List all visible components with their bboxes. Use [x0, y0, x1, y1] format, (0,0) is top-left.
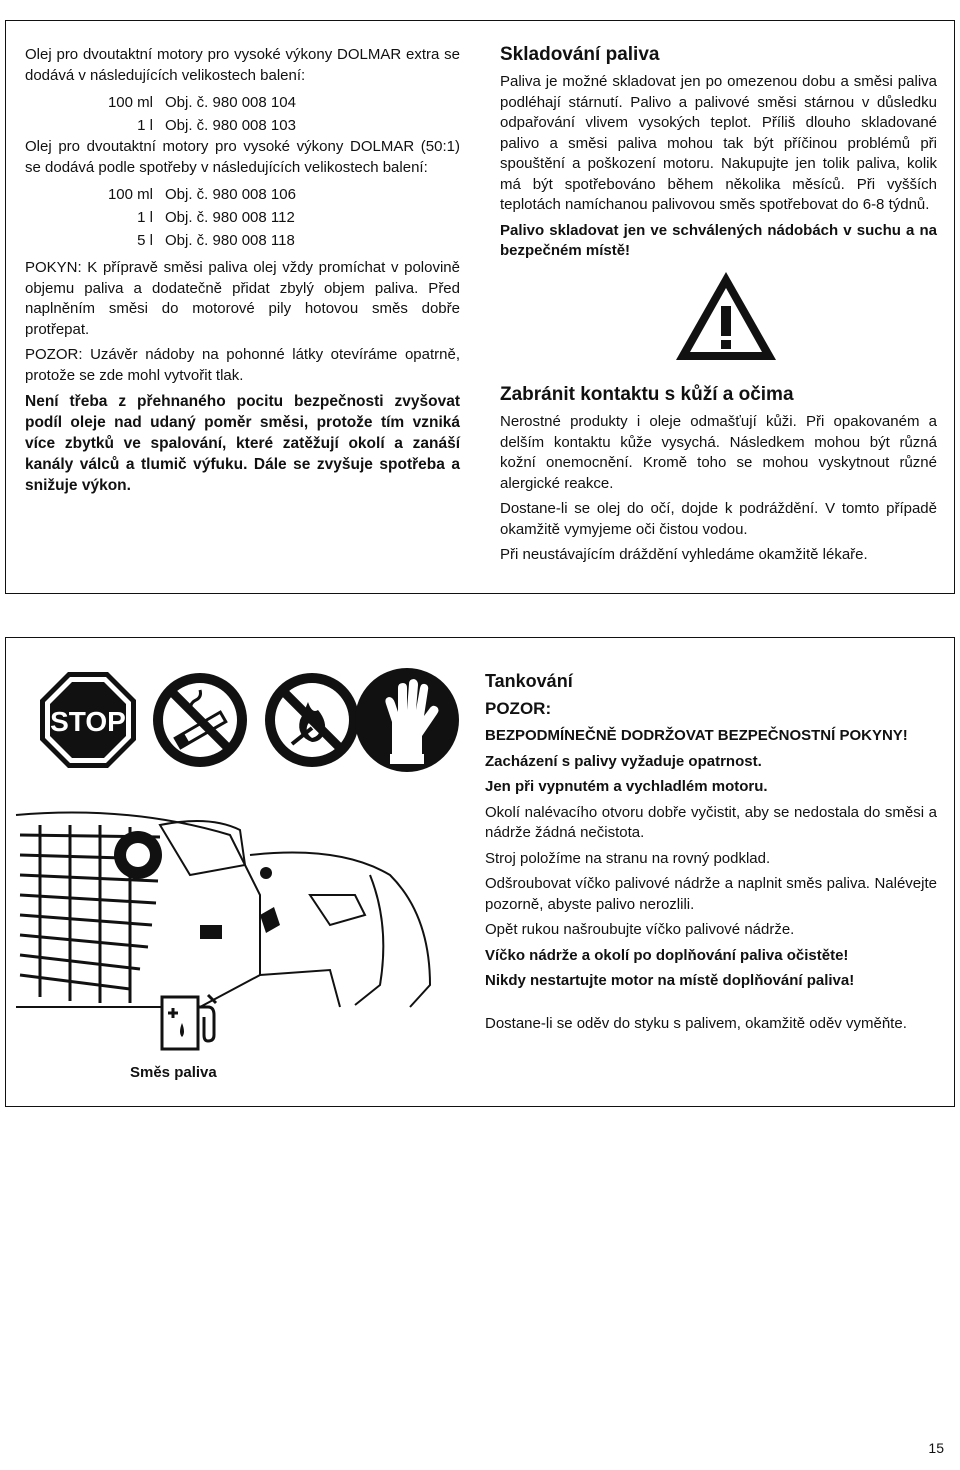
- caution-note: POZOR: Uzávěr nádoby na pohonné látky otevíráme opatrně, protože se zde mohl vytvořit tlak.: [25, 346, 460, 384]
- clean-cap-warning: Víčko nádrže a okolí po doplňování paliva očistěte!: [485, 946, 849, 964]
- skin-paragraph: Nerostné produkty i oleje odmašťují kůži. Při opakovaném a delším kontaktu kůže vysychá. Následkem mohou být různá kožní onemocnění. Kromě toho se mohou vyskytnout různé alergické reakce.: [500, 413, 937, 492]
- fuel-mix-icon: [158, 987, 220, 1053]
- order-row: 100 ml Obj. č. 980 008 106: [107, 186, 296, 203]
- clean-filler-paragraph: Okolí nalévacího otvoru dobře vyčistit, aby se nedostala do směsi a nádrže žádná nečistota.: [485, 803, 937, 841]
- stop-text: STOP: [50, 706, 126, 737]
- stop-sign-icon: [38, 670, 138, 770]
- order-row: 1 l Obj. č. 980 008 112: [137, 209, 295, 226]
- fuel-oil-column: [25, 45, 460, 501]
- oil-extra-paragraph: Olej pro dvoutaktní motory pro vysoké výkony DOLMAR extra se dodává v následujících velikostech balení:: [25, 46, 460, 84]
- fuel-care-note: Zacházení s palivy vyžaduje opatrnost.: [485, 752, 762, 770]
- page-number: 15: [928, 1440, 944, 1456]
- no-smoking-icon: [150, 670, 250, 770]
- skin-contact-title: Zabránit kontaktu s kůží a očima: [500, 384, 794, 405]
- oil-50-1-paragraph: Olej pro dvoutaktní motory pro vysoké výkony DOLMAR (50:1) se dodává podle spotřeby v následujících velikostech balení:: [25, 138, 460, 176]
- warning-triangle-icon: [672, 268, 780, 364]
- order-row: 5 l Obj. č. 980 008 118: [137, 232, 295, 249]
- no-start-warning: Nikdy nestartujte motor na místě doplňování paliva!: [485, 972, 855, 989]
- storage-paragraph: Paliva je možné skladovat jen po omezenou dobu a směsi paliva podléhají stárnutí. Palivo a palivové směsi stárnou v důsledku odpařování vlivem vysokých teplot. Příliš dlouho skladované palivo a směsi paliva mohou tak být příčinou problémů při spouštění a poškození motoru. Nakupujte jen tolik paliva, kolik má být spotřebováno během několika měsíců. Při vyšších teplotách namíchanou palivovou směs spotřebovat do 6-8 týdnů.: [500, 73, 937, 213]
- fuel-mix-caption: Směs paliva: [130, 1064, 217, 1081]
- refueling-title: Tankování: [485, 671, 573, 691]
- order-row: 1 l Obj. č. 980 008 103: [137, 117, 296, 134]
- mixing-note: POKYN: K přípravě směsi paliva olej vždy promíchat v polovině objemu paliva a dodatečně přidat zbylý objem paliva. Před naplněním směsi do motorové pily hotovou směs dobře protřepat.: [25, 259, 460, 338]
- storage-warning: Palivo skladovat jen ve schválených nádobách v suchu a na bezpečném místě!: [500, 221, 937, 259]
- eye-paragraph: Dostane-li se olej do očí, dojde k podráždění. V tomto případě okamžitě vymyjeme oči čistou vodou.: [500, 500, 937, 538]
- storage-column: [500, 44, 937, 267]
- gloves-icon: [352, 666, 462, 774]
- order-row: 100 ml Obj. č. 980 008 104: [107, 94, 296, 111]
- refueling-column: [485, 670, 937, 1039]
- pozor-heading: POZOR:: [485, 699, 552, 718]
- storage-title: Skladování paliva: [500, 44, 660, 65]
- safety-instructions: BEZPODMÍNEČNĚ DODRŽOVAT BEZPEČNOSTNÍ POKYNY!: [485, 727, 908, 744]
- no-open-flame-icon: [262, 670, 362, 770]
- lay-machine-paragraph: Stroj položíme na stranu na rovný podklad.: [485, 849, 771, 867]
- oil-ratio-warning: Není třeba z přehnaného pocitu bezpečnosti zvyšovat podíl oleje nad udaný poměr směsi, protože tím vzniká více zbytků ve spalování, které zatěžují okolí a zanáší kanály válců a tlumič výfuku. Dále se zvyšuje spotřeba a snižuje výkon.: [25, 393, 460, 494]
- screw-cap-paragraph: Opět rukou našroubujte víčko palivové nádrže.: [485, 921, 795, 938]
- skin-contact-column: [500, 384, 937, 571]
- fill-fuel-paragraph: Odšroubovat víčko palivové nádrže a naplnit směs paliva. Nalévejte pozorně, abyste palivo nerozlili.: [485, 875, 937, 913]
- engine-off-note: Jen při vypnutém a vychladlém motoru.: [485, 778, 768, 795]
- doctor-paragraph: Při neustávajícím dráždění vyhledáme okamžitě lékaře.: [500, 546, 868, 563]
- clothing-paragraph: Dostane-li se oděv do styku s palivem, okamžitě oděv vyměňte.: [485, 1014, 907, 1032]
- chainsaw-illustration: [10, 775, 480, 1010]
